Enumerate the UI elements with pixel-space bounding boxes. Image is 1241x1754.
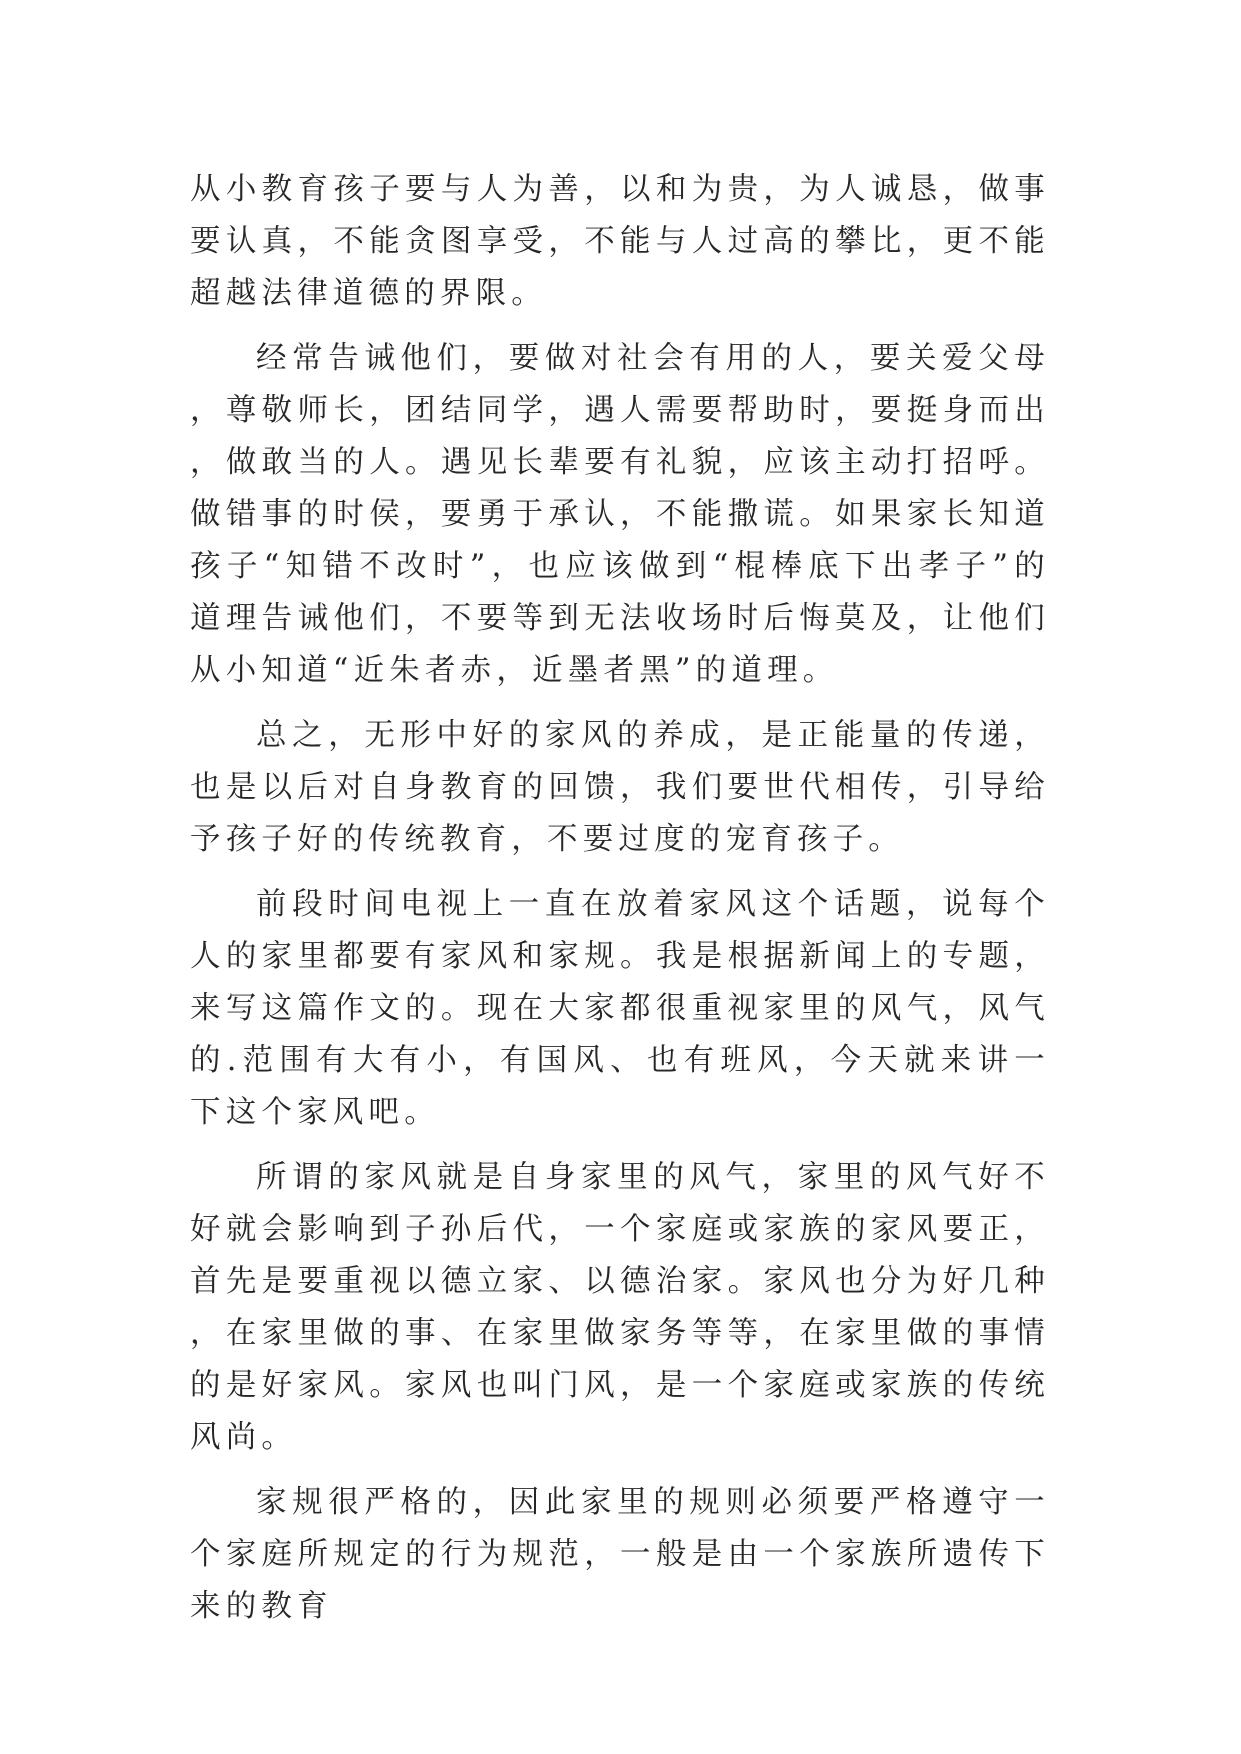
document-body — [190, 164, 1050, 1633]
paragraph-4: 前段时间电视上一直在放着家风这个话题，说每个人的家里都要有家风和家规。我是根据新闻上的专题，来写这篇作文的。现在大家都很重视家里的风气，风气的.范围有大有小，有国风、也有班风，今天就来讲一下这个家风吧。 — [190, 887, 1050, 1130]
paragraph-5: 所谓的家风就是自身家里的风气，家里的风气好不好就会影响到子孙后代，一个家庭或家族的家风要正，首先是要重视以德立家、以德治家。家风也分为好几种，在家里做的事、在家里做家务等等，在家里做的事情的是好家风。家风也叫门风，是一个家庭或家族的传统风尚。 — [190, 1160, 1050, 1455]
paragraph-6: 家规很严格的，因此家里的规则必须要严格遵守一个家庭所规定的行为规范，一般是由一个家族所遗传下来的教育 — [190, 1485, 1050, 1624]
paragraph-3: 总之，无形中好的家风的养成，是正能量的传递，也是以后对自身教育的回馈，我们要世代相传，引导给予孩子好的传统教育，不要过度的宠育孩子。 — [190, 718, 1050, 857]
paragraph-1: 从小教育孩子要与人为善，以和为贵，为人诚恳，做事要认真，不能贪图享受，不能与人过高的攀比，更不能超越法律道德的界限。 — [190, 172, 1050, 311]
paragraph-2: 经常告诫他们，要做对社会有用的人，要关爱父母，尊敬师长，团结同学，遇人需要帮助时，要挺身而出，做敢当的人。遇见长辈要有礼貌，应该主动打招呼。做错事的时侯，要勇于承认，不能撒谎。如果家长知道孩子“知错不改时”，也应该做到“棍棒底下出孝子”的道理告诫他们，不要等到无法收场时后悔莫及，让他们从小知道“近朱者赤，近墨者黑”的道理。 — [190, 341, 1050, 688]
